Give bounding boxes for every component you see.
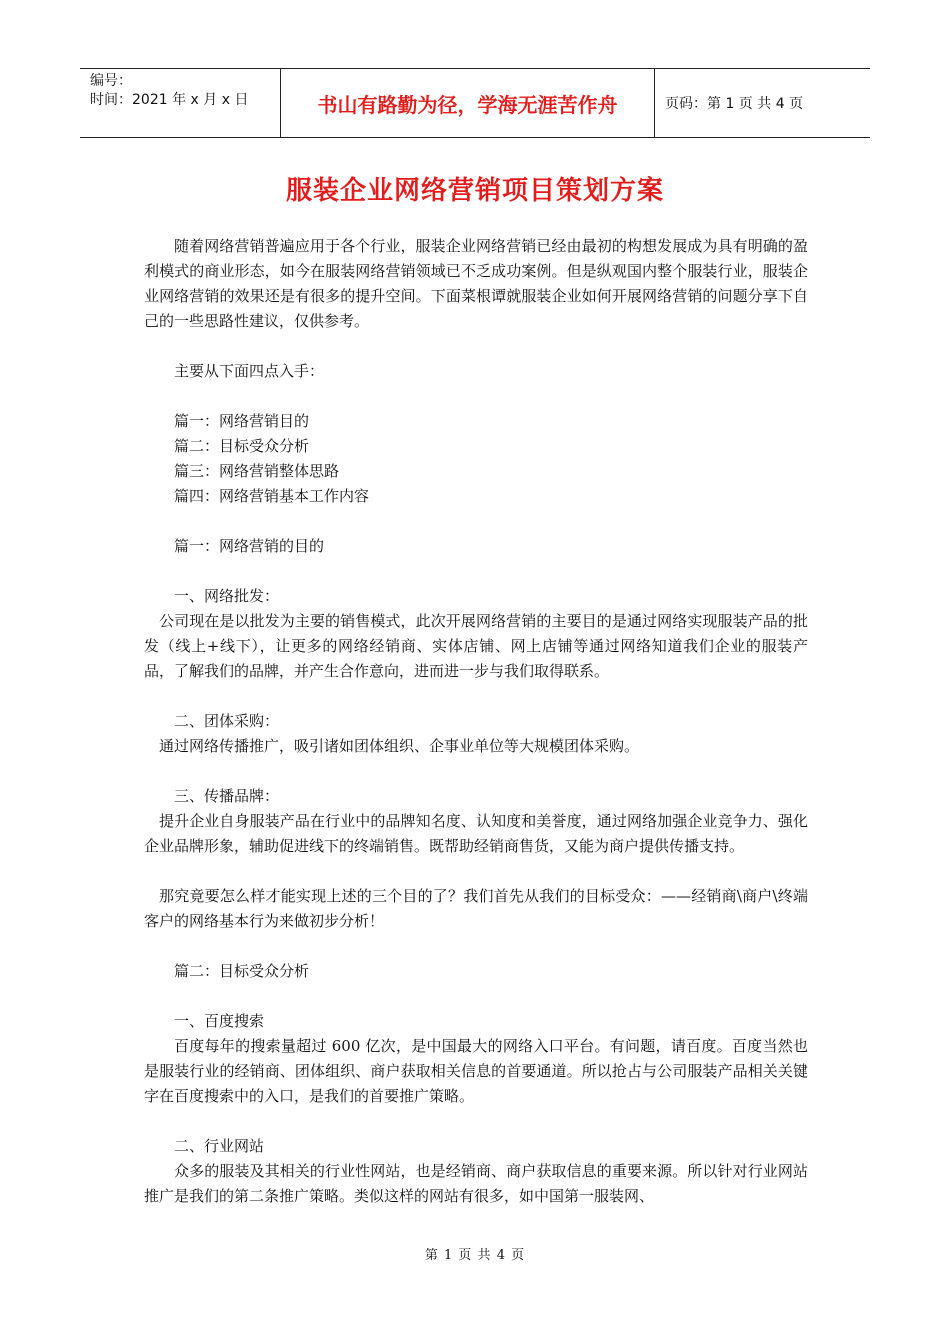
body-paragraph: 公司现在是以批发为主要的销售模式，此次开展网络营销的主要目的是通过网络实现服装产品的批发（线上+线下），让更多的网络经销商、实体店铺、网上店铺等通过网络知道我们企业的服装产品，了解我们的品牌，并产生合作意向，进而进一步与我们取得联系。 <box>144 612 808 680</box>
outline-intro: 主要从下面四点入手： <box>174 362 325 380</box>
subsection-heading: 二、行业网站 <box>174 1137 265 1155</box>
code-label: 编号： <box>90 73 132 89</box>
subsection-heading: 一、百度搜索 <box>174 1012 265 1030</box>
section-heading: 篇一：网络营销的目的 <box>174 537 325 555</box>
body-paragraph: 众多的服装及其相关的行业性网站，也是经销商、商户获取信息的重要来源。所以针对行业网站推广是我们的第二条推广策略。类似这样的网站有很多，如中国第一服装网、 <box>144 1162 808 1205</box>
body-paragraph: 那究竟要怎么样才能实现上述的三个目的了？我们首先从我们的目标受众：——经销商\商户\终端客户的网络基本行为来做初步分析！ <box>144 887 808 930</box>
subsection-heading: 三、传播品牌： <box>174 787 280 805</box>
outline-item: 篇四：网络营销基本工作内容 <box>174 487 370 505</box>
body-paragraph: 提升企业自身服装产品在行业中的品牌知名度、认知度和美誉度，通过网络加强企业竞争力、强化企业品牌形象，辅助促进线下的终端销售。既帮助经销商售货，又能为商户提供传播支持。 <box>144 812 808 855</box>
page-header <box>80 68 870 138</box>
outline-item: 篇三：网络营销整体思路 <box>174 462 340 480</box>
header-motto: 书山有路勤为径，学海无涯苦作舟 <box>281 69 655 137</box>
outline-item: 篇二：目标受众分析 <box>174 437 310 455</box>
header-page-info: 页码：第 1 页 共 4 页 <box>665 96 804 112</box>
body-paragraph: 通过网络传播推广，吸引诸如团体组织、企事业单位等大规模团体采购。 <box>159 737 640 755</box>
page-footer: 第 1 页 共 4 页 <box>424 1248 526 1263</box>
document-title: 服装企业网络营销项目策划方案 <box>285 176 664 206</box>
document-body <box>144 234 808 1209</box>
body-paragraph: 百度每年的搜索量超过 600 亿次，是中国最大的网络入口平台。有问题，请百度。百度当然也是服装行业的经销商、团体组织、商户获取相关信息的首要通道。所以抢占与公司服装产品相关关键字在百度搜索中的入口，是我们的首要推广策略。 <box>144 1037 808 1105</box>
header-meta <box>80 69 281 137</box>
outline-item: 篇一：网络营销目的 <box>174 412 310 430</box>
time-label: 时间：2021 年 x 月 x 日 <box>90 92 249 108</box>
subsection-heading: 一、网络批发： <box>174 587 280 605</box>
section-heading: 篇二：目标受众分析 <box>174 962 310 980</box>
intro-paragraph: 随着网络营销普遍应用于各个行业，服装企业网络营销已经由最初的构想发展成为具有明确的盈利模式的商业形态，如今在服装网络营销领域已不乏成功案例。但是纵观国内整个服装行业，服装企业网络营销的效果还是有很多的提升空间。下面菜根谭就服装企业如何开展网络营销的问题分享下自己的一些思路性建议，仅供参考。 <box>144 237 808 330</box>
subsection-heading: 二、团体采购： <box>174 712 280 730</box>
